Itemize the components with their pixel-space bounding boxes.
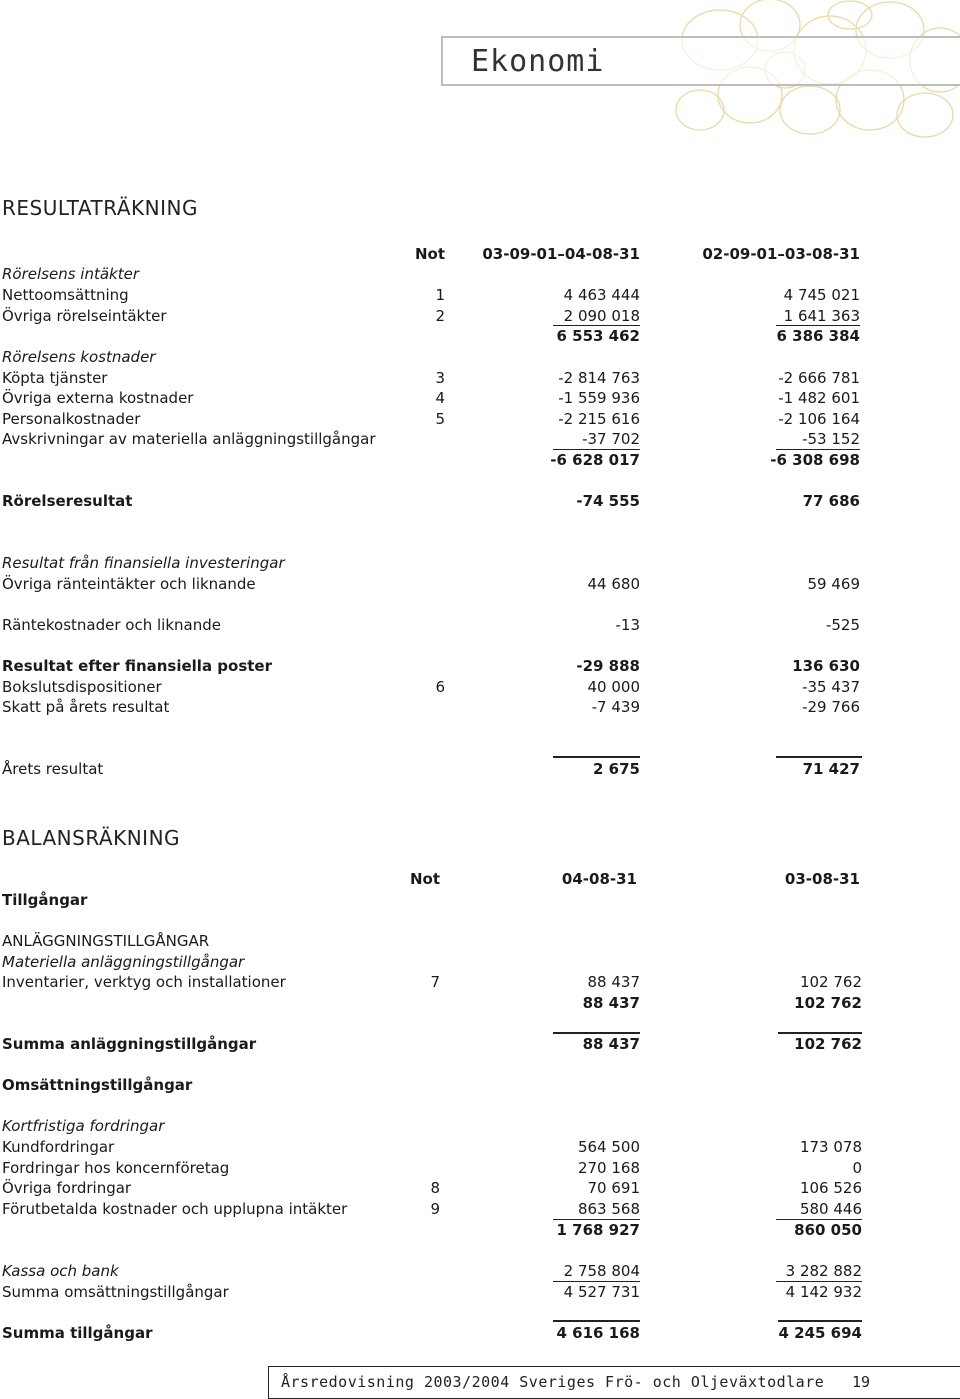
income-period-current-header: 03-09-01–04-08-31 (482, 245, 640, 263)
table-row: Kundfordringar 564 500 173 078 (2, 1138, 862, 1156)
table-row: ANLÄGGNINGSTILLGÅNGAR (2, 932, 210, 950)
table-row: Kassa och bank 2 758 804 3 282 882 (2, 1262, 862, 1280)
table-row: Rörelsens kostnader (2, 348, 156, 366)
table-row: -6 628 017 -6 308 698 (550, 451, 860, 469)
table-row: Övriga externa kostnader 4 -1 559 936 -1 482 601 (2, 389, 860, 407)
total-rule (776, 756, 862, 758)
table-row: 88 437 102 762 (582, 994, 862, 1012)
page-title: Ekonomi (471, 44, 605, 79)
table-row: Årets resultat 2 675 71 427 (2, 760, 860, 778)
income-header-row (0, 244, 960, 264)
table-row: Skatt på årets resultat -7 439 -29 766 (2, 698, 860, 716)
table-row: Nettoomsättning 1 4 463 444 4 745 021 (2, 286, 860, 304)
table-row: Förutbetalda kostnader och upplupna intäkter 9 863 568 580 446 (2, 1200, 862, 1218)
table-row: Tillgångar (2, 891, 88, 909)
table-row: Summa anläggningstillgångar 88 437 102 762 (2, 1035, 862, 1053)
page-number: 19 (852, 1373, 871, 1391)
table-row: Resultat från finansiella investeringar (2, 554, 285, 572)
total-rule (778, 1320, 862, 1322)
table-row: Övriga fordringar 8 70 691 106 526 (2, 1179, 862, 1197)
table-row: Rörelseresultat -74 555 77 686 (2, 492, 860, 510)
table-row: Resultat efter finansiella poster -29 888 136 630 (2, 657, 860, 675)
table-row: Kortfristiga fordringar (2, 1117, 165, 1135)
footer-text: Årsredovisning 2003/2004 Sveriges Frö- och Oljeväxtodlare (281, 1373, 825, 1391)
table-row: Köpta tjänster 3 -2 814 763 -2 666 781 (2, 369, 860, 387)
page-footer (268, 1366, 960, 1399)
income-period-previous-header: 02-09-01–03-08-31 (702, 245, 860, 263)
income-statement-title: RESULTATRÄKNING (2, 196, 198, 220)
balance-header-row (0, 869, 960, 889)
table-row: Materiella anläggningstillgångar (2, 953, 245, 971)
table-row: Summa omsättningstillgångar 4 527 731 4 142 932 (2, 1283, 862, 1301)
balance-sheet-title: BALANSRÄKNING (2, 826, 181, 850)
table-row: Bokslutsdispositioner 6 40 000 -35 437 (2, 678, 860, 696)
table-row: Summa tillgångar 4 616 168 4 245 694 (2, 1324, 862, 1342)
balance-date-previous-header: 03-08-31 (784, 870, 860, 888)
table-row: Rörelsens intäkter (2, 265, 140, 283)
table-row: Övriga ränteintäkter och liknande 44 680 59 469 (2, 575, 860, 593)
table-row: Omsättningstillgångar (2, 1076, 193, 1094)
balance-note-header: Not (409, 870, 440, 888)
table-row: Avskrivningar av materiella anläggningstillgångar -37 702 -53 152 (2, 430, 860, 448)
table-row: Övriga rörelseintäkter 2 2 090 018 1 641 363 (2, 307, 860, 325)
total-rule (553, 1320, 640, 1322)
table-row: 6 553 462 6 386 384 (556, 327, 860, 345)
page-title-box (441, 36, 960, 86)
table-row: 1 768 927 860 050 (556, 1221, 862, 1239)
total-rule (553, 756, 640, 758)
table-row: Inventarier, verktyg och installationer 7 88 437 102 762 (2, 973, 862, 991)
table-row: Personalkostnader 5 -2 215 616 -2 106 164 (2, 410, 860, 428)
table-row: Fordringar hos koncernföretag 270 168 0 (2, 1159, 862, 1177)
income-note-header: Not (414, 245, 445, 263)
table-row: Räntekostnader och liknande -13 -525 (2, 616, 860, 634)
balance-date-current-header: 04-08-31 (561, 870, 637, 888)
